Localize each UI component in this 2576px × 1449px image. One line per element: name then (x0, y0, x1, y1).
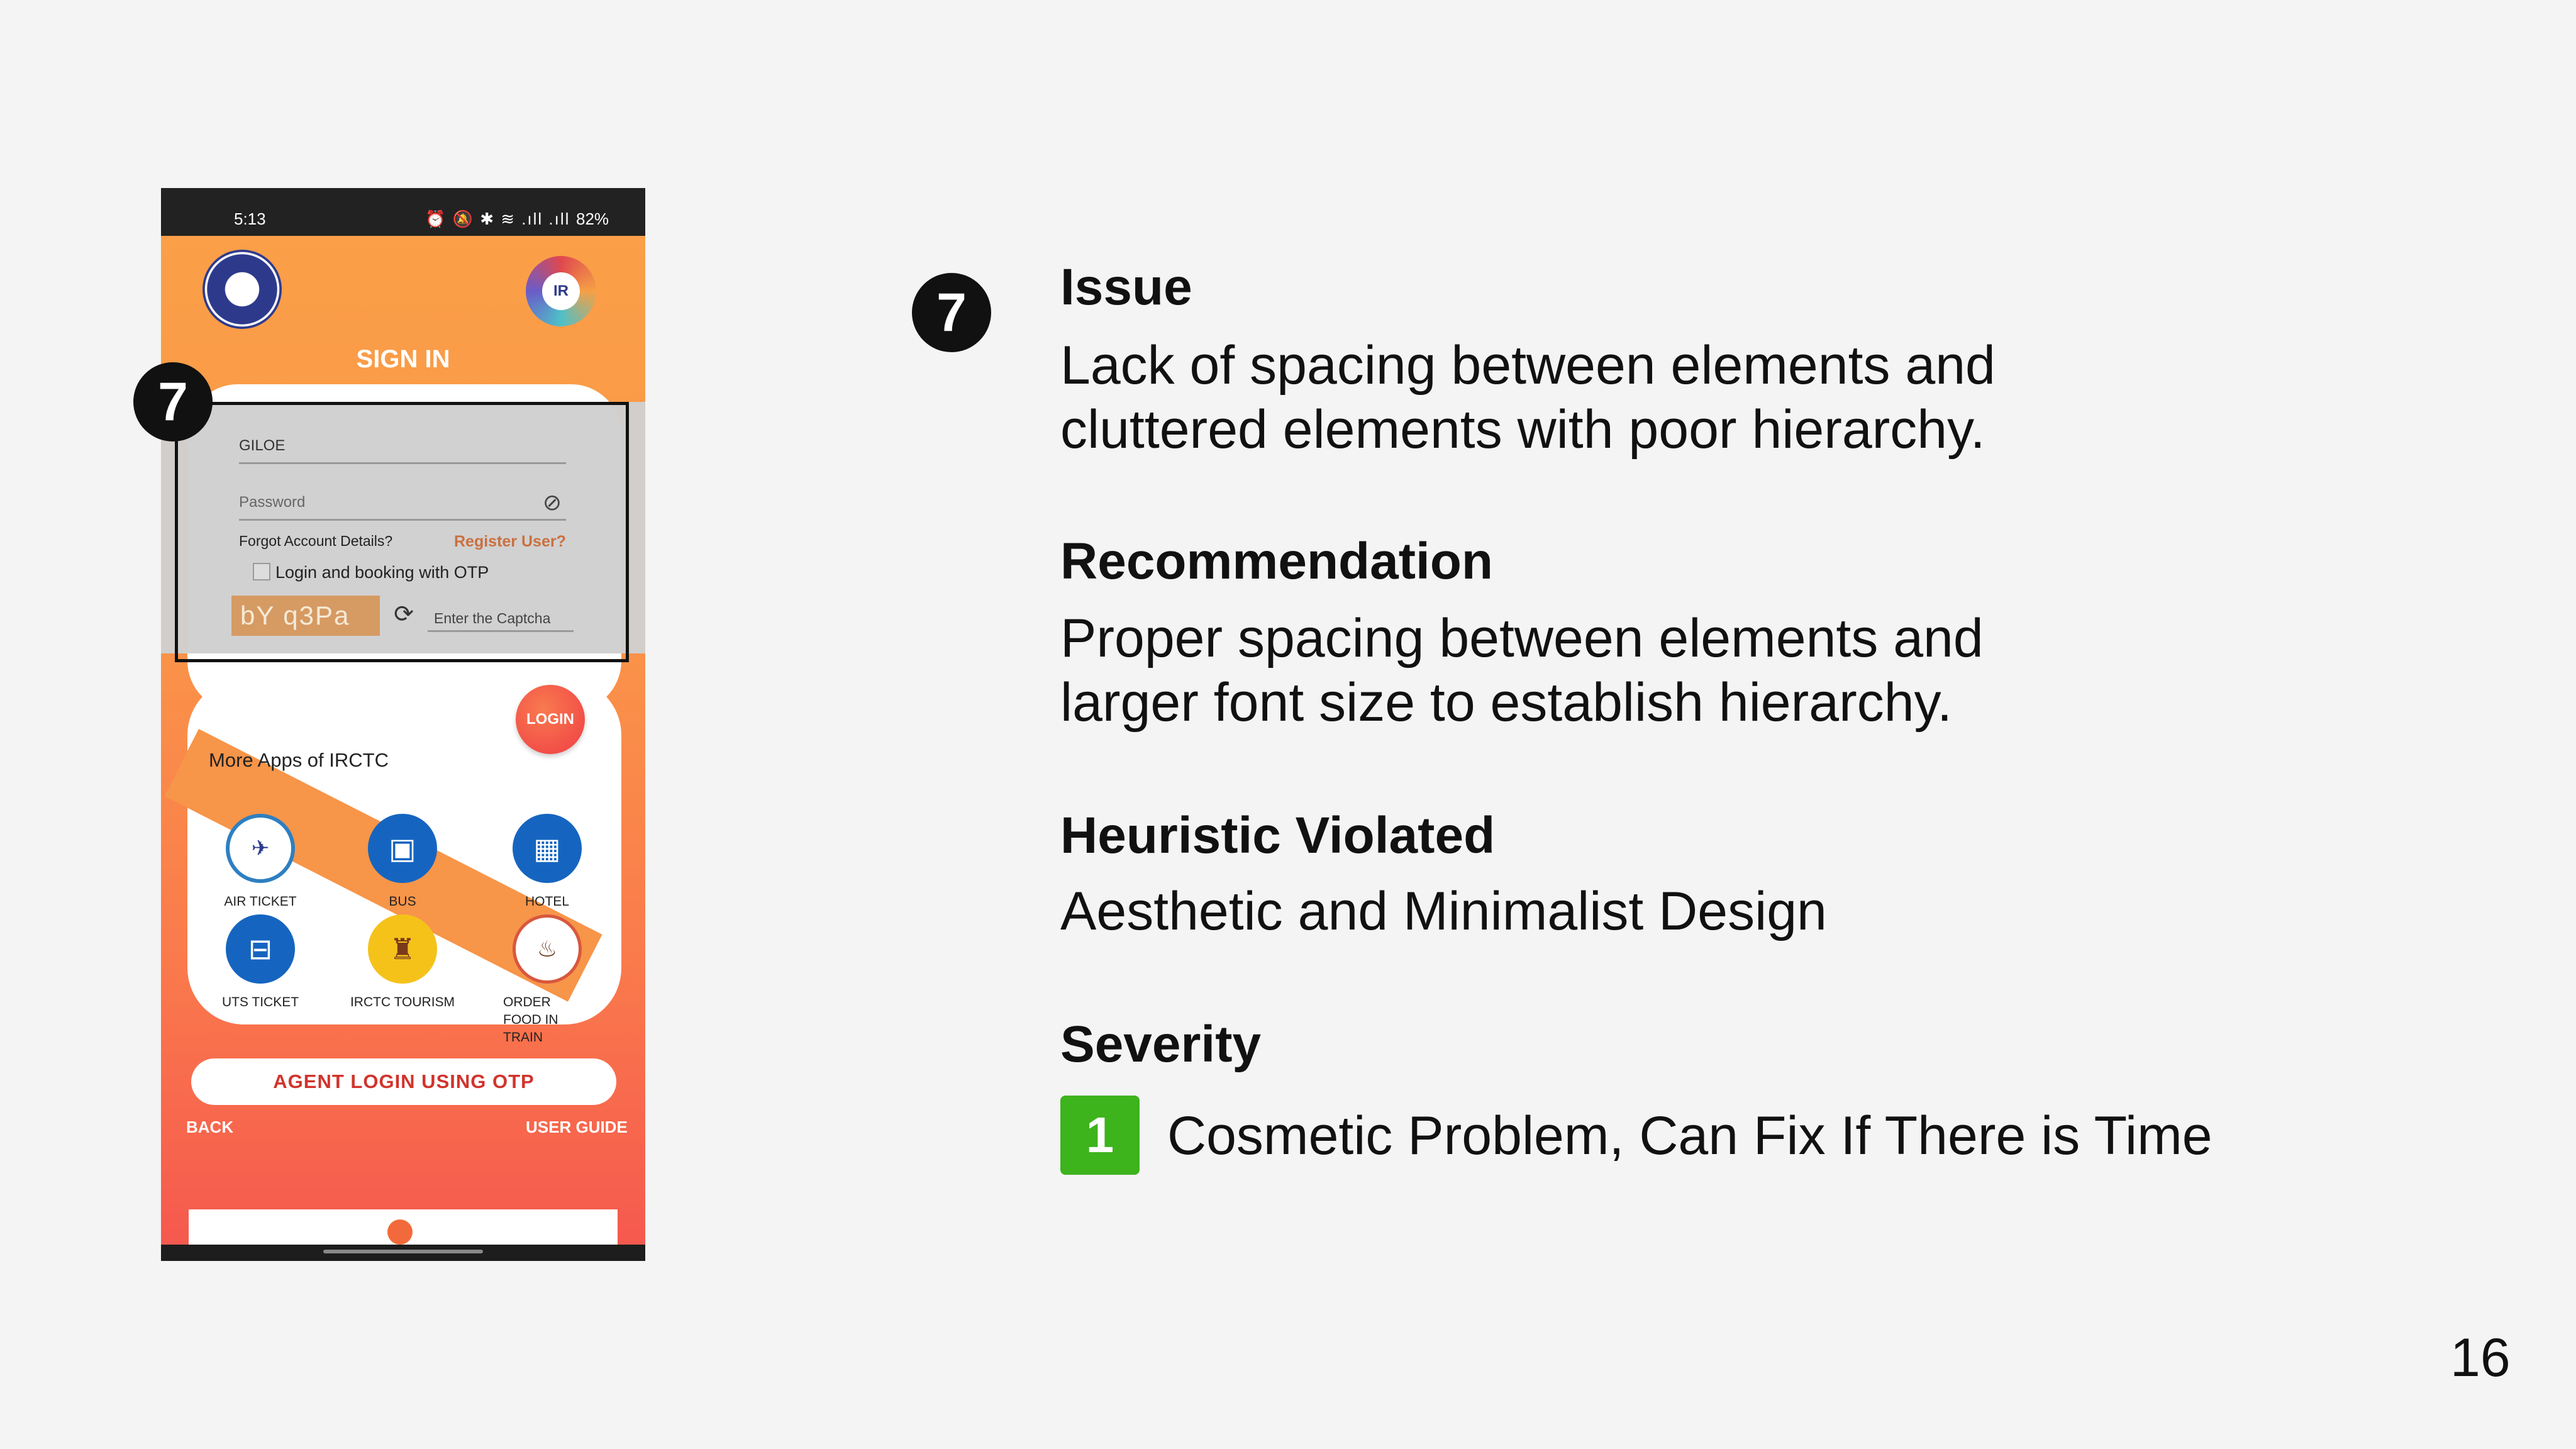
issue-number-badge: 7 (912, 273, 991, 352)
app-bus[interactable] (340, 814, 465, 911)
issue-number-badge: 7 (133, 362, 213, 441)
status-time: 5:13 (234, 209, 266, 228)
login-button[interactable]: LOGIN (516, 685, 585, 754)
username-field[interactable]: GILOE (239, 430, 566, 464)
issue-text (1060, 333, 2255, 462)
air-ticket-icon: ✈ (226, 814, 295, 883)
bus-icon: ▣ (368, 814, 437, 883)
severity-title: Severity (1060, 1016, 1262, 1073)
captcha-image: bY q3Pa (231, 596, 380, 636)
irctc-logo-mark: IR (542, 272, 580, 310)
heuristic-title: Heuristic Violated (1060, 807, 1496, 864)
heuristic-text: Aesthetic and Minimalist Design (1060, 881, 1827, 941)
recommendation-line: larger font size to establish hierarchy. (1060, 672, 1953, 733)
sign-in-title: SIGN IN (356, 345, 450, 373)
register-user-link[interactable]: Register User? (454, 533, 566, 550)
severity-level-badge: 1 (1060, 1096, 1140, 1175)
tourism-icon: ♜ (368, 914, 437, 984)
app-label: UTS TICKET (221, 995, 299, 1009)
food-track-icon: ♨ (513, 914, 582, 984)
captcha-input[interactable]: Enter the Captcha (428, 604, 574, 632)
password-field[interactable]: Password (239, 486, 566, 521)
app-label: HOTEL (525, 894, 569, 909)
recommendation-text (1060, 606, 2255, 735)
app-irctc-tourism[interactable] (340, 914, 465, 1011)
issue-line: cluttered elements with poor hierarchy. (1060, 399, 1985, 460)
app-air-ticket[interactable] (197, 814, 323, 911)
gesture-handle[interactable] (323, 1250, 483, 1253)
app-label: ORDER FOOD IN TRAIN (503, 995, 558, 1045)
phone-screenshot (161, 188, 645, 1261)
severity-text: Cosmetic Problem, Can Fix If There is Time (1167, 1106, 2212, 1166)
forgot-account-link[interactable]: Forgot Account Details? (239, 533, 393, 549)
status-bar (161, 188, 645, 236)
issue-highlight-box (175, 402, 629, 662)
app-hotel[interactable] (484, 814, 610, 911)
hotel-icon: ▦ (513, 814, 582, 883)
bottom-indicator-icon (387, 1219, 413, 1245)
recommendation-line: Proper spacing between elements and (1060, 608, 1984, 669)
otp-login-label: Login and booking with OTP (275, 563, 489, 582)
app-uts-ticket[interactable] (197, 914, 323, 1011)
app-label: IRCTC TOURISM (350, 995, 455, 1009)
app-order-food[interactable] (484, 914, 610, 1046)
recommendation-title: Recommendation (1060, 533, 1493, 590)
user-guide-link[interactable]: USER GUIDE (526, 1118, 628, 1136)
battery-level: 82% (576, 209, 609, 228)
status-icons: ⏰ 🔕 ✱ ≋ .ıll .ıll (425, 209, 570, 228)
page-number: 16 (2450, 1328, 2511, 1388)
indian-railways-logo (203, 250, 282, 329)
back-link[interactable]: BACK (186, 1118, 234, 1136)
more-apps-title: More Apps of IRCTC (209, 749, 389, 771)
agent-login-button[interactable]: AGENT LOGIN USING OTP (191, 1058, 616, 1105)
refresh-captcha-icon[interactable]: ⟳ (394, 601, 414, 628)
issue-line: Lack of spacing between elements and (1060, 335, 1996, 396)
app-label: BUS (389, 894, 416, 909)
issue-title: Issue (1060, 258, 1192, 316)
app-label: AIR TICKET (224, 894, 297, 909)
train-icon: ⊟ (226, 914, 295, 984)
hide-password-icon[interactable]: ⊘ (542, 489, 562, 515)
